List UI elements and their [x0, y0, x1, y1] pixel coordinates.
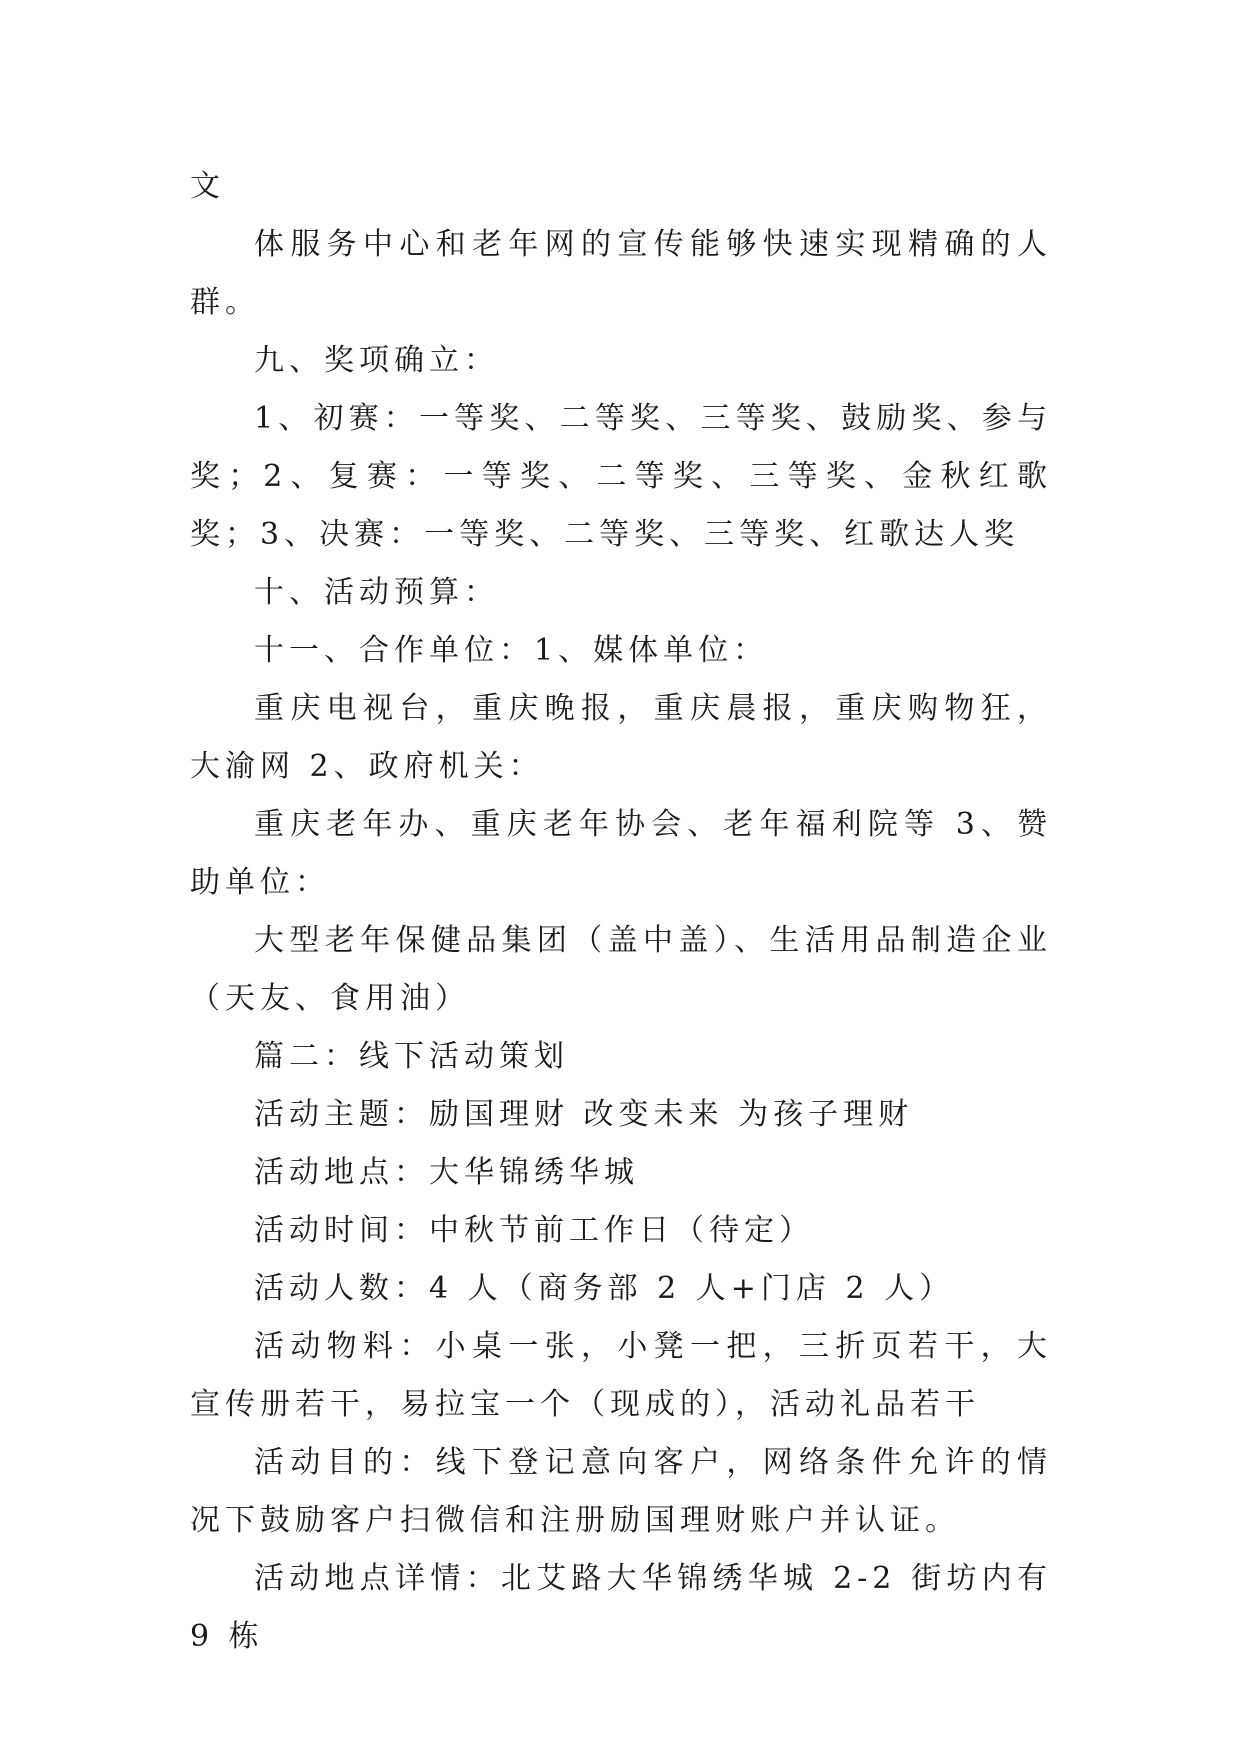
paragraph-6: 重庆电视台，重庆晚报，重庆晨报，重庆购物狂，大渝网 2、政府机关：: [190, 691, 1052, 784]
paragraph-5: 十一、合作单位：1、媒体单位：: [254, 633, 769, 668]
paragraph-11: 活动地点：大华锦绣华城: [254, 1155, 639, 1190]
paragraph-8: 大型老年保健品集团（盖中盖）、生活用品制造企业（天友、食用油）: [190, 923, 1052, 1016]
paragraph-14: 活动物料：小桌一张，小凳一把，三折页若干，大宣传册若干，易拉宝一个（现成的），活动礼品若干: [190, 1329, 1052, 1422]
paragraph-3: 1、初赛：一等奖、二等奖、三等奖、鼓励奖、参与奖；2、复赛：一等奖、二等奖、三等奖、金秋红歌奖；3、决赛：一等奖、二等奖、三等奖、红歌达人奖: [190, 401, 1052, 552]
paragraph-12: 活动时间：中秋节前工作日（待定）: [254, 1213, 814, 1248]
paragraph-13: 活动人数：4 人（商务部 2 人+门店 2 人）: [254, 1271, 955, 1306]
paragraph-16: 活动地点详情：北艾路大华锦绣华城 2-2 街坊内有 9 栋: [190, 1561, 1052, 1654]
paragraph-2: 九、奖项确立：: [254, 343, 499, 378]
paragraph-1: 体服务中心和老年网的宣传能够快速实现精确的人群。: [190, 227, 1052, 320]
paragraph-15: 活动目的：线下登记意向客户，网络条件允许的情况下鼓励客户扫微信和注册励国理财账户并认证。: [190, 1445, 1052, 1538]
paragraph-10: 活动主题：励国理财 改变未来 为孩子理财: [254, 1097, 914, 1132]
lead-fragment: 文: [190, 169, 225, 204]
document-body: [190, 158, 1052, 1666]
paragraph-9: 篇二：线下活动策划: [254, 1039, 569, 1074]
paragraph-7: 重庆老年办、重庆老年协会、老年福利院等 3、赞助单位：: [190, 807, 1052, 900]
paragraph-4: 十、活动预算：: [254, 575, 499, 610]
